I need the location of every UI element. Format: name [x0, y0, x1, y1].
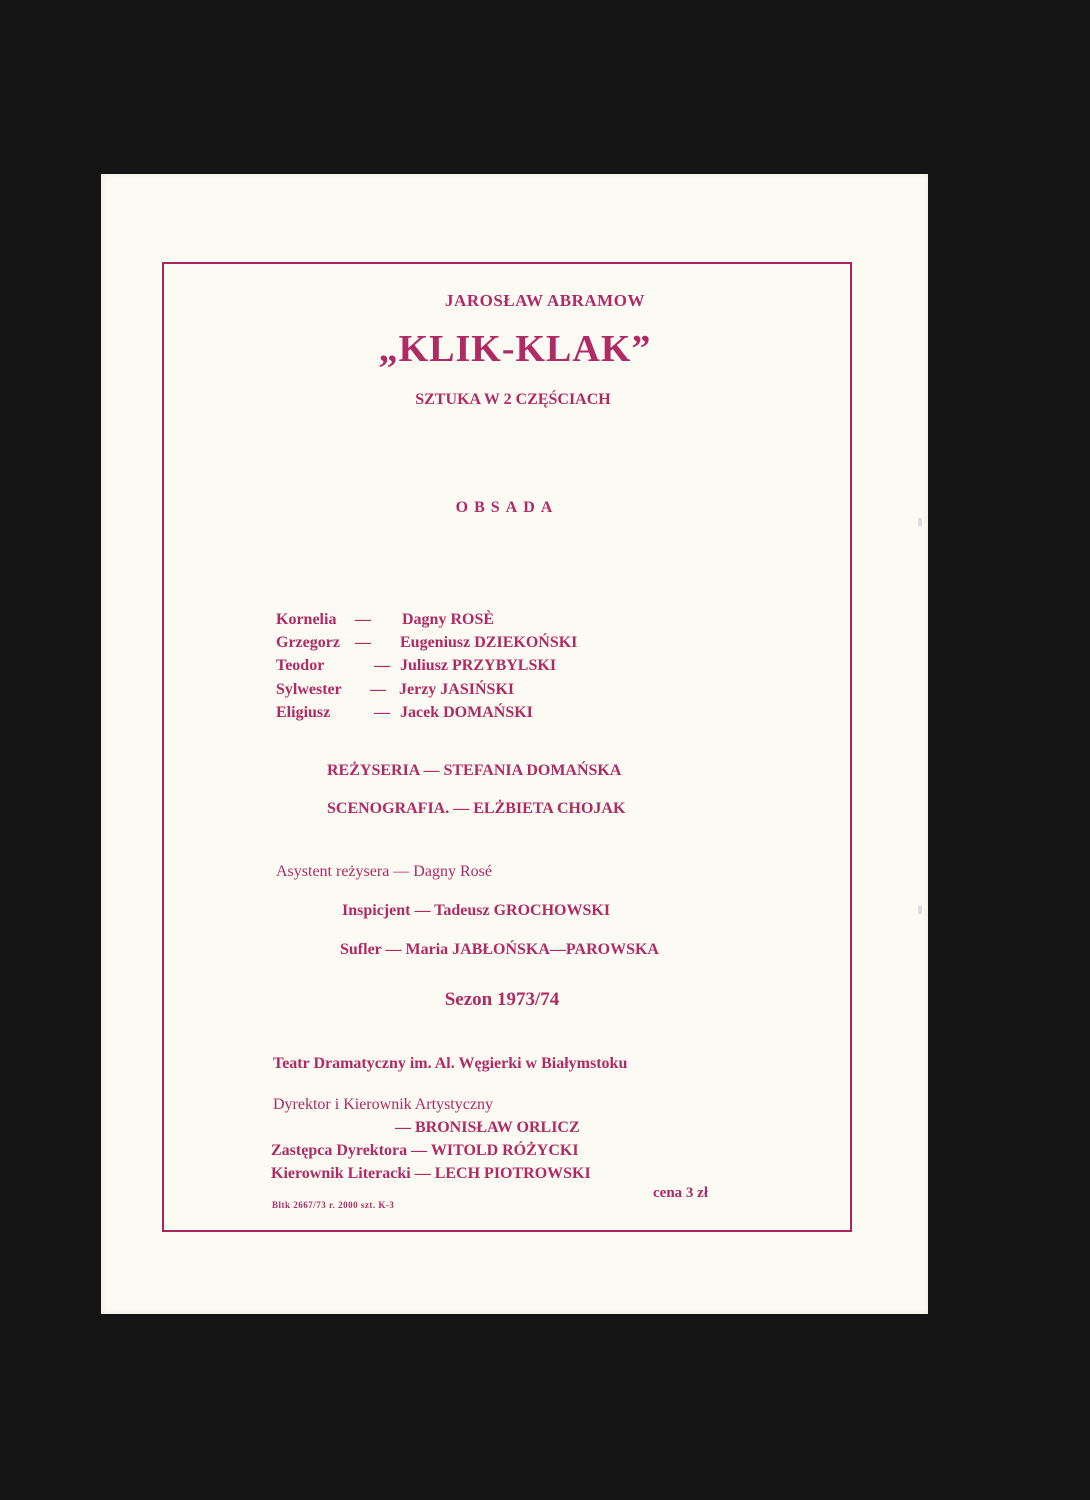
cast-actor: Jerzy JASIŃSKI — [399, 681, 515, 698]
cast-actor: Dagny ROSÈ — [402, 611, 495, 628]
stage-manager: Inspicjent — Tadeusz GROCHOWSKI — [342, 902, 611, 919]
cast-dash: — — [374, 657, 390, 674]
cast-role: Grzegorz — [276, 634, 340, 651]
cast-dash: — — [355, 634, 371, 651]
theatre-name: Teatr Dramatyczny im. Al. Węgierki w Białymstoku — [273, 1055, 628, 1072]
play-subtitle: SZTUKA W 2 CZĘŚCIACH — [415, 391, 611, 408]
play-title: „KLIK-KLAK” — [378, 328, 652, 370]
cast-role: Teodor — [276, 657, 325, 674]
cast-actor: Eugeniusz DZIEKOŃSKI — [400, 634, 578, 651]
cast-role: Eligiusz — [276, 704, 331, 721]
cast-role: Kornelia — [276, 611, 337, 628]
literary-manager: Kierownik Literacki — LECH PIOTROWSKI — [271, 1165, 591, 1182]
cast-dash: — — [370, 681, 386, 698]
price: cena 3 zł — [653, 1185, 708, 1201]
cast-dash: — — [374, 704, 390, 721]
prompter: Sufler — Maria JABŁOŃSKA—PAROWSKA — [340, 941, 659, 958]
season: Sezon 1973/74 — [444, 989, 560, 1010]
paper-edge-nick — [918, 518, 922, 526]
paper-edge-nick — [918, 906, 922, 914]
cast-role: Sylwester — [276, 681, 342, 698]
scenography-credit: SCENOGRAFIA. — ELŻBIETA CHOJAK — [327, 800, 626, 817]
author-name: JAROSŁAW ABRAMOW — [445, 291, 645, 310]
director-label: Dyrektor i Kierownik Artystyczny — [273, 1096, 493, 1113]
cast-actor: Jacek DOMAŃSKI — [400, 704, 533, 721]
deputy-director: Zastępca Dyrektora — WITOLD RÓŻYCKI — [271, 1142, 579, 1159]
cast-actor: Juliusz PRZYBYLSKI — [400, 657, 557, 674]
cast-dash: — — [355, 611, 371, 628]
direction-credit: REŻYSERIA — STEFANIA DOMAŃSKA — [327, 762, 622, 779]
director-name: — BRONISŁAW ORLICZ — [395, 1119, 580, 1136]
assistant-director: Asystent reżysera — Dagny Rosé — [276, 863, 492, 880]
print-info: Bltk 2667/73 r. 2000 szt. K-3 — [272, 1200, 395, 1210]
cast-heading: OBSADA — [455, 499, 559, 516]
